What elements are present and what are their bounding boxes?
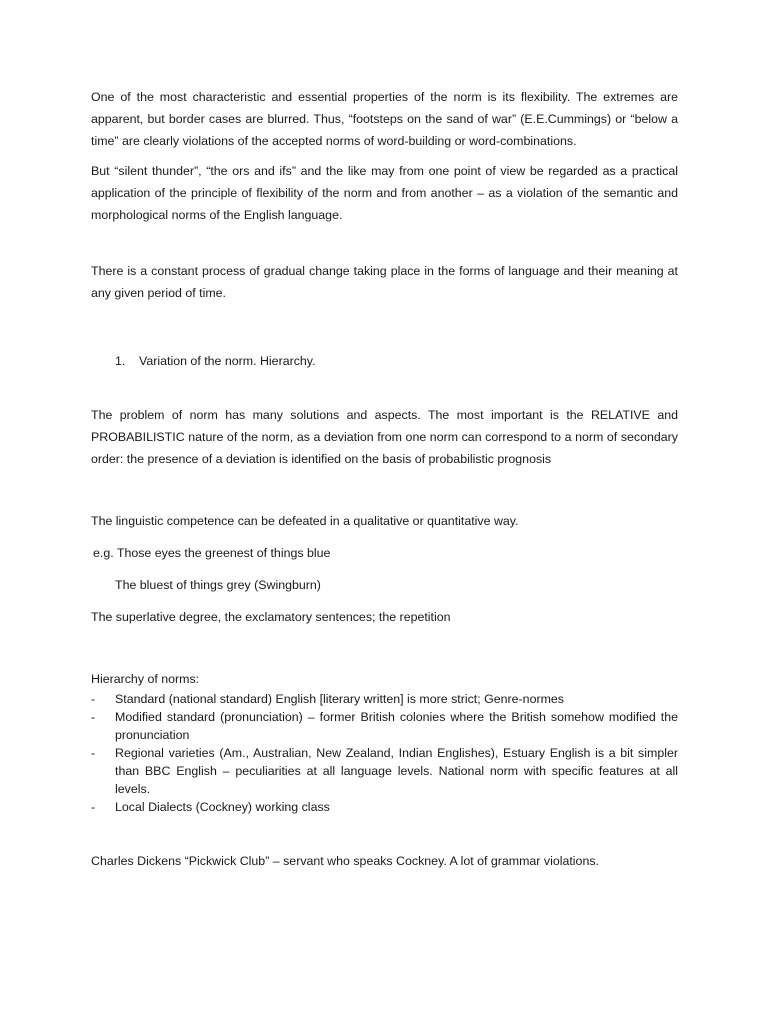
list-marker: - [91,800,96,814]
paragraph-hierarchy-heading: Hierarchy of norms: [91,672,200,686]
list-item [91,708,678,744]
paragraph-gradual-change: There is a constant process of gradual change taking place in the forms of language and their meaning at any given period of time. [91,264,678,300]
list-item [91,690,678,708]
paragraph-dickens: Charles Dickens “Pickwick Club” – servant who speaks Cockney. A lot of grammar violations. [91,854,599,868]
list-marker: - [91,746,96,760]
paragraph-flexibility: One of the most characteristic and essential properties of the norm is its flexibility. The extremes are apparent, but border cases are blurred. Thus, “footsteps on the sand of war” (E.E.Cummings) or “below a time” are clearly violations of the accepted norms of word-building or word-combinations. [91,90,678,148]
list-item-text: Standard (national standard) English [literary written] is more strict; Genre-normes [115,692,564,706]
list-marker: - [91,710,96,724]
section-title: Variation of the norm. Hierarchy. [139,354,316,368]
paragraph-silent-thunder: But “silent thunder”, “the ors and ifs” and the like may from one point of view be regarded as a practical application of the principle of flexibility of the norm and from another – as a violation of the semantic and morphological norms of the English language. [91,164,678,222]
paragraph-problem-of-norm: The problem of norm has many solutions and aspects. The most important is the RELATIVE and PROBABILISTIC nature of the norm, as a deviation from one norm can correspond to a norm of secondary order: the presence of a deviation is identified on the basis of probabilistic prognosis [91,408,678,466]
list-item-text: Regional varieties (Am., Australian, New Zealand, Indian Englishes), Estuary English is a bit simpler than BBC English – peculiarities at all language levels. National norm with specific features at all levels. [115,746,678,796]
section-heading [115,350,678,372]
paragraph-superlative: The superlative degree, the exclamatory sentences; the repetition [91,610,451,624]
example-line-2: The bluest of things grey (Swingburn) [115,578,321,592]
example-line-1: e.g. Those eyes the greenest of things blue [93,546,331,560]
section-number: 1. [115,354,126,368]
list-item-text: Local Dialects (Cockney) working class [115,800,330,814]
paragraph-linguistic-competence: The linguistic competence can be defeated in a qualitative or quantitative way. [91,514,519,528]
list-item [91,744,678,798]
list-item [91,798,678,816]
hierarchy-list [91,690,678,816]
list-marker: - [91,692,96,706]
list-item-text: Modified standard (pronunciation) – former British colonies where the British somehow modified the pronunciation [115,710,678,742]
